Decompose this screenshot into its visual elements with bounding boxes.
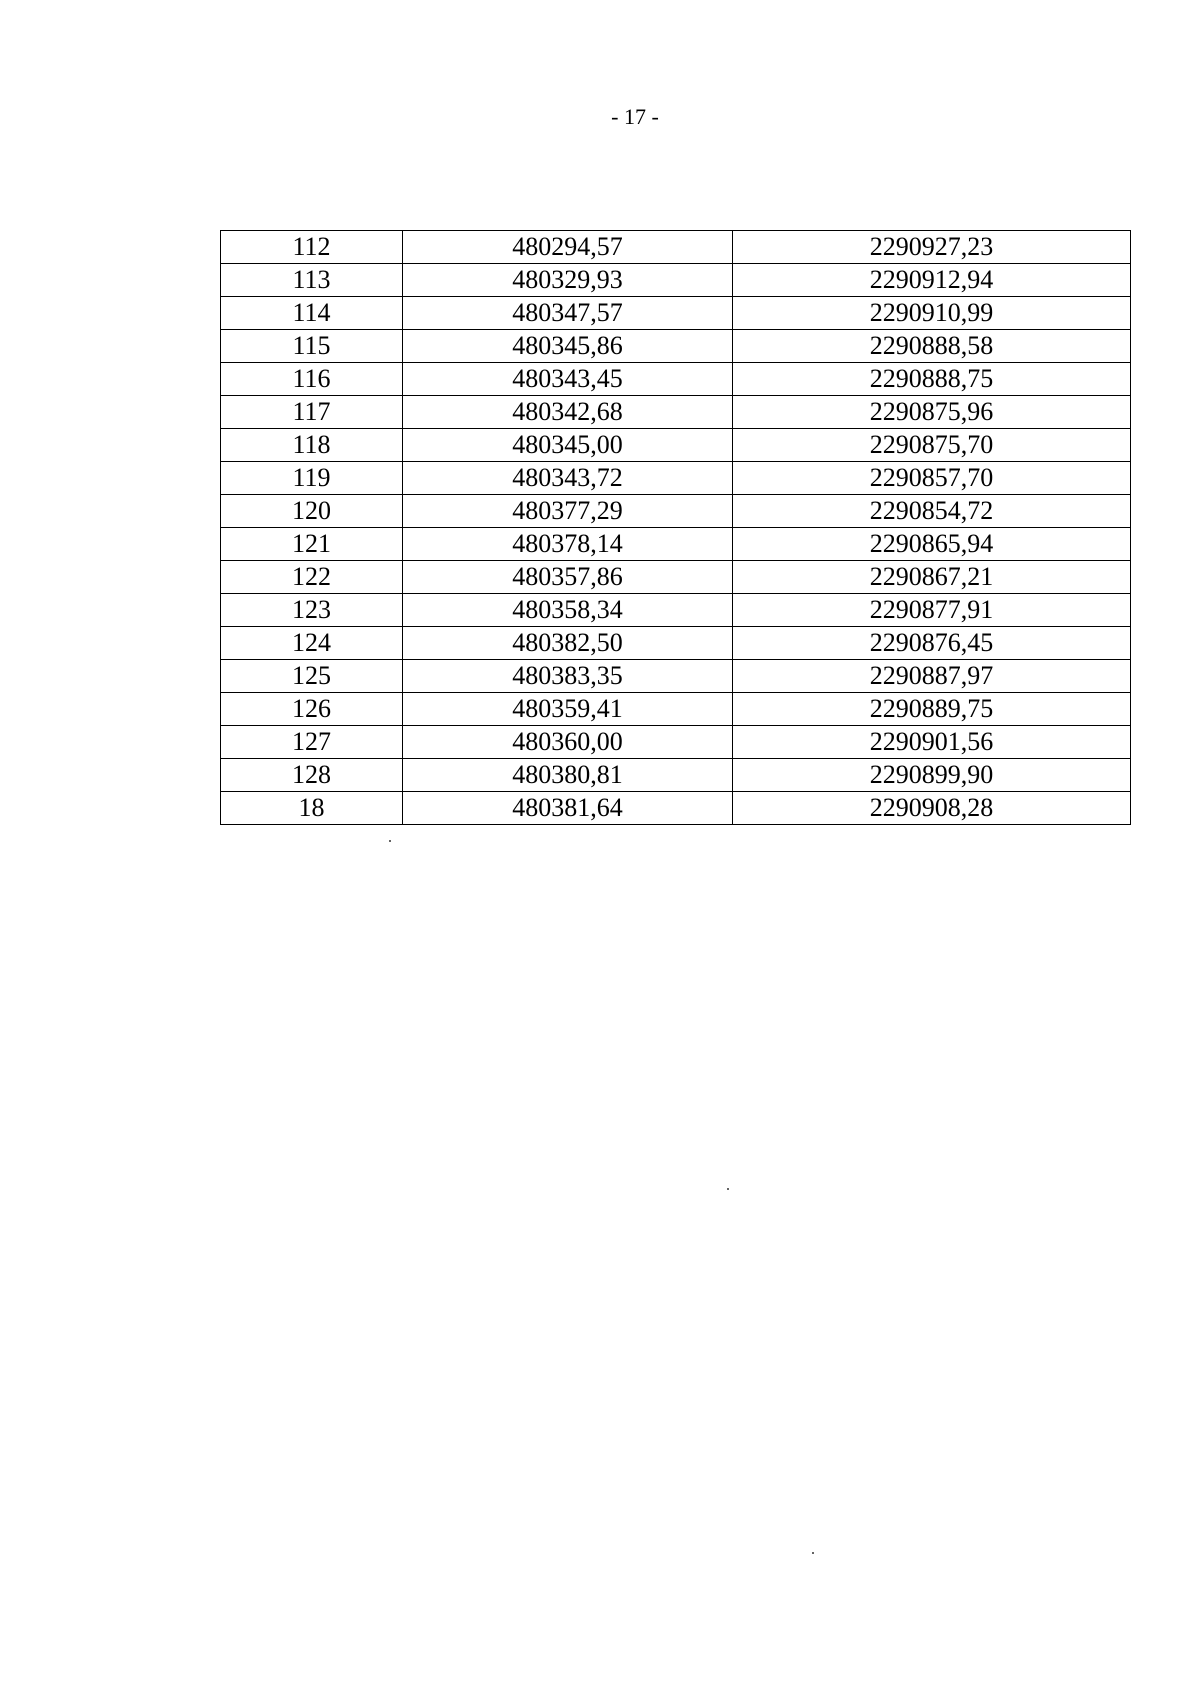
point-number-cell: 113 xyxy=(221,264,403,297)
y-coordinate-cell: 2290901,56 xyxy=(733,726,1131,759)
point-number-cell: 116 xyxy=(221,363,403,396)
y-coordinate-cell: 2290899,90 xyxy=(733,759,1131,792)
table-row xyxy=(221,363,1131,396)
table-row xyxy=(221,693,1131,726)
y-coordinate-cell: 2290888,75 xyxy=(733,363,1131,396)
y-coordinate-cell: 2290875,96 xyxy=(733,396,1131,429)
table-row xyxy=(221,495,1131,528)
y-coordinate-cell: 2290867,21 xyxy=(733,561,1131,594)
y-coordinate-cell: 2290908,28 xyxy=(733,792,1131,825)
coordinates-table xyxy=(220,230,1131,825)
x-coordinate-cell: 480382,50 xyxy=(403,627,733,660)
point-number-cell: 112 xyxy=(221,231,403,264)
y-coordinate-cell: 2290887,97 xyxy=(733,660,1131,693)
table-row xyxy=(221,264,1131,297)
point-number-cell: 128 xyxy=(221,759,403,792)
point-number-cell: 124 xyxy=(221,627,403,660)
point-number-cell: 115 xyxy=(221,330,403,363)
y-coordinate-cell: 2290912,94 xyxy=(733,264,1131,297)
y-coordinate-cell: 2290927,23 xyxy=(733,231,1131,264)
table-row xyxy=(221,297,1131,330)
x-coordinate-cell: 480343,45 xyxy=(403,363,733,396)
page-number: - 17 - xyxy=(611,104,659,129)
table-row xyxy=(221,594,1131,627)
x-coordinate-cell: 480294,57 xyxy=(403,231,733,264)
table-row xyxy=(221,429,1131,462)
table-row xyxy=(221,528,1131,561)
point-number-cell: 127 xyxy=(221,726,403,759)
table-row xyxy=(221,231,1131,264)
y-coordinate-cell: 2290876,45 xyxy=(733,627,1131,660)
y-coordinate-cell: 2290889,75 xyxy=(733,693,1131,726)
point-number-cell: 118 xyxy=(221,429,403,462)
y-coordinate-cell: 2290888,58 xyxy=(733,330,1131,363)
x-coordinate-cell: 480345,86 xyxy=(403,330,733,363)
x-coordinate-cell: 480347,57 xyxy=(403,297,733,330)
table-row xyxy=(221,759,1131,792)
x-coordinate-cell: 480358,34 xyxy=(403,594,733,627)
x-coordinate-cell: 480357,86 xyxy=(403,561,733,594)
table-row xyxy=(221,561,1131,594)
point-number-cell: 18 xyxy=(221,792,403,825)
x-coordinate-cell: 480345,00 xyxy=(403,429,733,462)
point-number-cell: 114 xyxy=(221,297,403,330)
point-number-cell: 123 xyxy=(221,594,403,627)
point-number-cell: 119 xyxy=(221,462,403,495)
y-coordinate-cell: 2290857,70 xyxy=(733,462,1131,495)
point-number-cell: 117 xyxy=(221,396,403,429)
point-number-cell: 120 xyxy=(221,495,403,528)
table-row xyxy=(221,330,1131,363)
y-coordinate-cell: 2290854,72 xyxy=(733,495,1131,528)
point-number-cell: 122 xyxy=(221,561,403,594)
table-row xyxy=(221,726,1131,759)
y-coordinate-cell: 2290865,94 xyxy=(733,528,1131,561)
table-row xyxy=(221,792,1131,825)
coordinates-table-body xyxy=(221,231,1131,825)
table-row xyxy=(221,627,1131,660)
y-coordinate-cell: 2290910,99 xyxy=(733,297,1131,330)
x-coordinate-cell: 480378,14 xyxy=(403,528,733,561)
x-coordinate-cell: 480329,93 xyxy=(403,264,733,297)
x-coordinate-cell: 480359,41 xyxy=(403,693,733,726)
scan-speck xyxy=(812,1552,814,1554)
scan-speck xyxy=(727,1188,729,1190)
x-coordinate-cell: 480380,81 xyxy=(403,759,733,792)
x-coordinate-cell: 480360,00 xyxy=(403,726,733,759)
point-number-cell: 126 xyxy=(221,693,403,726)
table-row xyxy=(221,396,1131,429)
table-row xyxy=(221,462,1131,495)
x-coordinate-cell: 480342,68 xyxy=(403,396,733,429)
x-coordinate-cell: 480381,64 xyxy=(403,792,733,825)
y-coordinate-cell: 2290877,91 xyxy=(733,594,1131,627)
point-number-cell: 121 xyxy=(221,528,403,561)
x-coordinate-cell: 480343,72 xyxy=(403,462,733,495)
y-coordinate-cell: 2290875,70 xyxy=(733,429,1131,462)
x-coordinate-cell: 480377,29 xyxy=(403,495,733,528)
table-row xyxy=(221,660,1131,693)
point-number-cell: 125 xyxy=(221,660,403,693)
scan-speck xyxy=(389,840,391,842)
x-coordinate-cell: 480383,35 xyxy=(403,660,733,693)
